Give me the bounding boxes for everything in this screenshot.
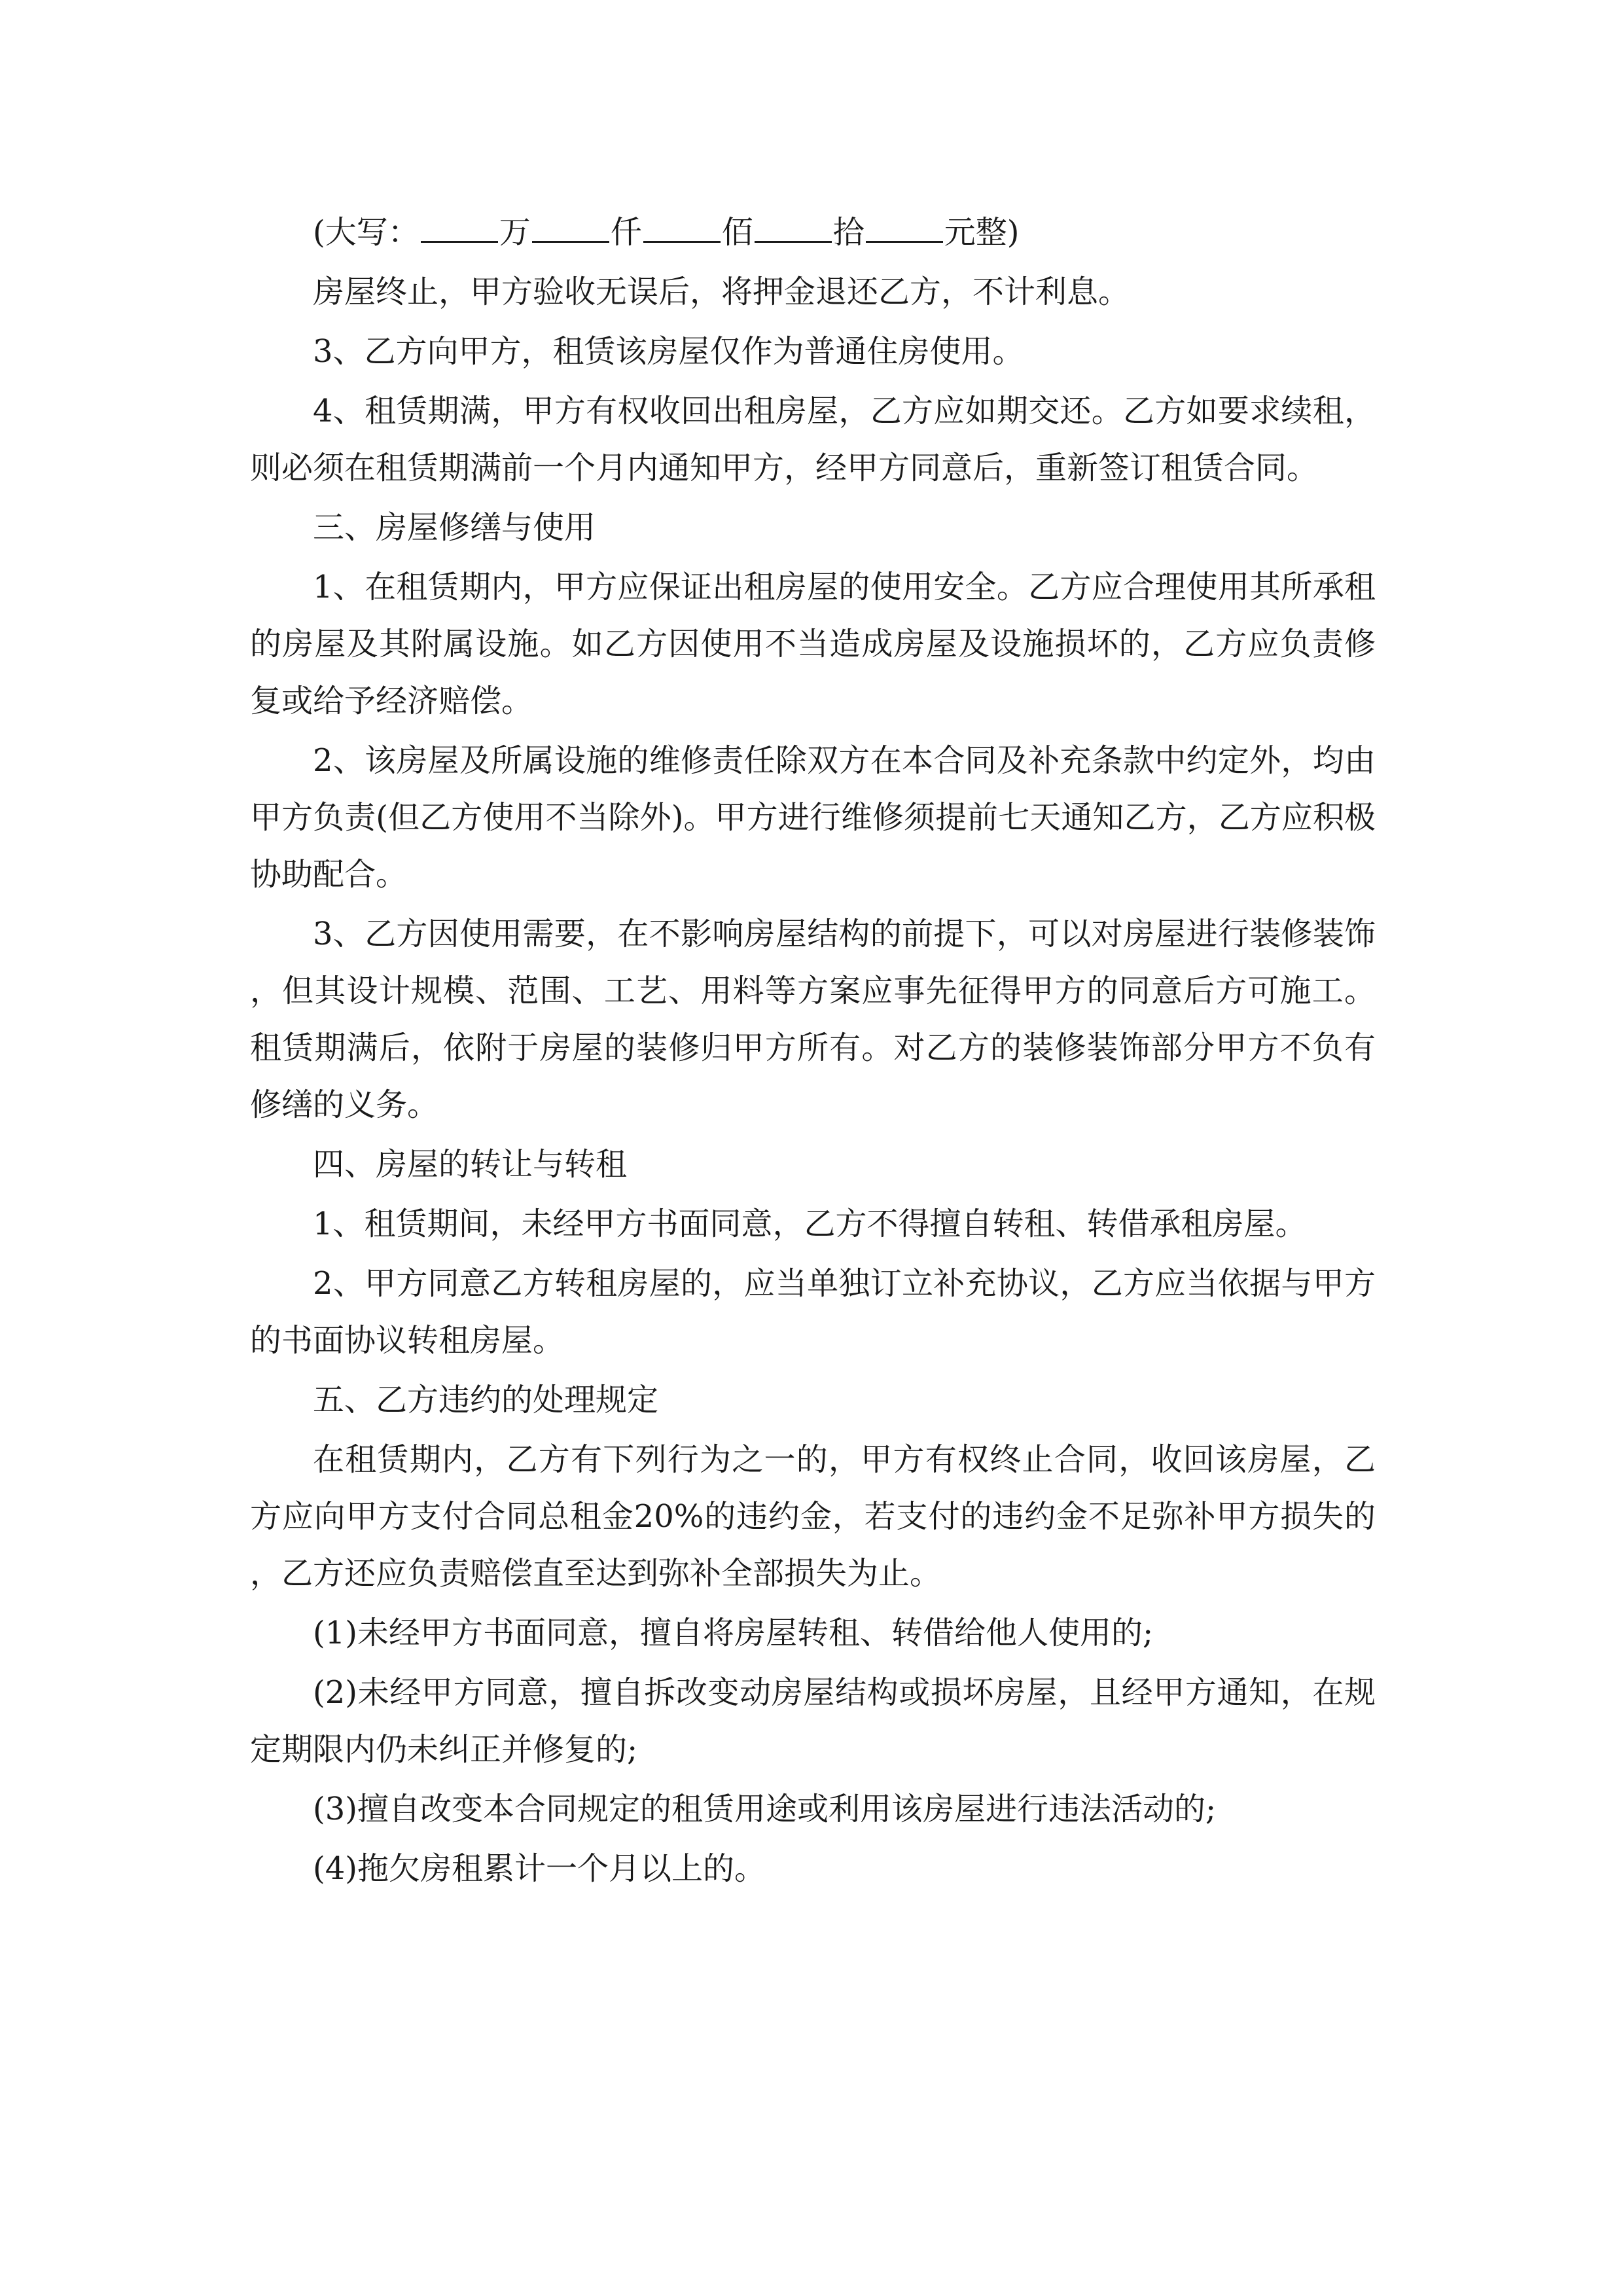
section-heading-transfer: 四、房屋的转让与转租 (313, 1146, 628, 1183)
document-body (250, 204, 1376, 1900)
clause-transfer-1: 1、租赁期间，未经甲方书面同意，乙方不得擅自转租、转借承租房屋。 (313, 1206, 1307, 1242)
clause-repair-1: 1、在租赁期内，甲方应保证出租房屋的使用安全。乙方应合理使用其所承租的房屋及其附属设施。如乙方因使用不当造成房屋及设施损坏的，乙方应负责修复或给予经济赔偿。 (250, 569, 1376, 719)
clause-transfer-2: 2、甲方同意乙方转租房屋的，应当单独订立补充协议，乙方应当依据与甲方的书面协议转租房屋。 (250, 1265, 1376, 1359)
breach-item-3: (3)擅自改变本合同规定的租赁用途或利用该房屋进行违法活动的; (313, 1791, 1217, 1827)
clause-renewal-paragraph: 4、租赁期满，甲方有权收回出租房屋，乙方应如期交还。乙方如要求续租，则必须在租赁期满前一个月内通知甲方，经甲方同意后，重新签订租赁合同。 (250, 393, 1376, 486)
blank-shi (755, 215, 832, 243)
breach-item-1: (1)未经甲方书面同意，擅自将房屋转租、转借给他人使用的; (313, 1615, 1154, 1651)
amount-open-label: (大写： (313, 214, 419, 251)
section-heading-breach: 五、乙方违约的处理规定 (313, 1382, 659, 1418)
unit-wan: 万 (499, 214, 531, 251)
unit-end: 元整) (944, 214, 1020, 251)
deposit-refund-paragraph: 房屋终止，甲方验收无误后，将押金退还乙方，不计利息。 (313, 274, 1130, 310)
blank-yuan (866, 215, 943, 243)
unit-shi: 拾 (832, 214, 865, 251)
blank-bai (643, 215, 721, 243)
blank-wan (421, 215, 498, 243)
unit-bai: 佰 (721, 214, 753, 251)
unit-qian: 仟 (610, 214, 642, 251)
clause-repair-3: 3、乙方因使用需要，在不影响房屋结构的前提下，可以对房屋进行装修装饰，但其设计规模、范围、工艺、用料等方案应事先征得甲方的同意后方可施工。租赁期满后，依附于房屋的装修归甲方所有。对乙方的装修装饰部分甲方不负有修缮的义务。 (250, 916, 1376, 1123)
section-heading-repair: 三、房屋修缮与使用 (313, 509, 596, 546)
clause-usage-paragraph: 3、乙方向甲方，租赁该房屋仅作为普通住房使用。 (313, 333, 1024, 370)
blank-qian (532, 215, 609, 243)
clause-breach-intro: 在租赁期内，乙方有下列行为之一的，甲方有权终止合同，收回该房屋，乙方应向甲方支付合同总租金20%的违约金，若支付的违约金不足弥补甲方损失的，乙方还应负责赔偿直至达到弥补全部损失为止。 (250, 1441, 1376, 1592)
breach-item-2: (2)未经甲方同意，擅自拆改变动房屋结构或损坏房屋，且经甲方通知，在规定期限内仍未纠正并修复的; (250, 1674, 1376, 1768)
clause-repair-2: 2、该房屋及所属设施的维修责任除双方在本合同及补充条款中约定外，均由甲方负责(但乙方使用不当除外)。甲方进行维修须提前七天通知乙方，乙方应积极协助配合。 (250, 742, 1376, 893)
breach-item-4: (4)拖欠房租累计一个月以上的。 (313, 1850, 766, 1887)
amount-in-words-line (250, 204, 1376, 261)
